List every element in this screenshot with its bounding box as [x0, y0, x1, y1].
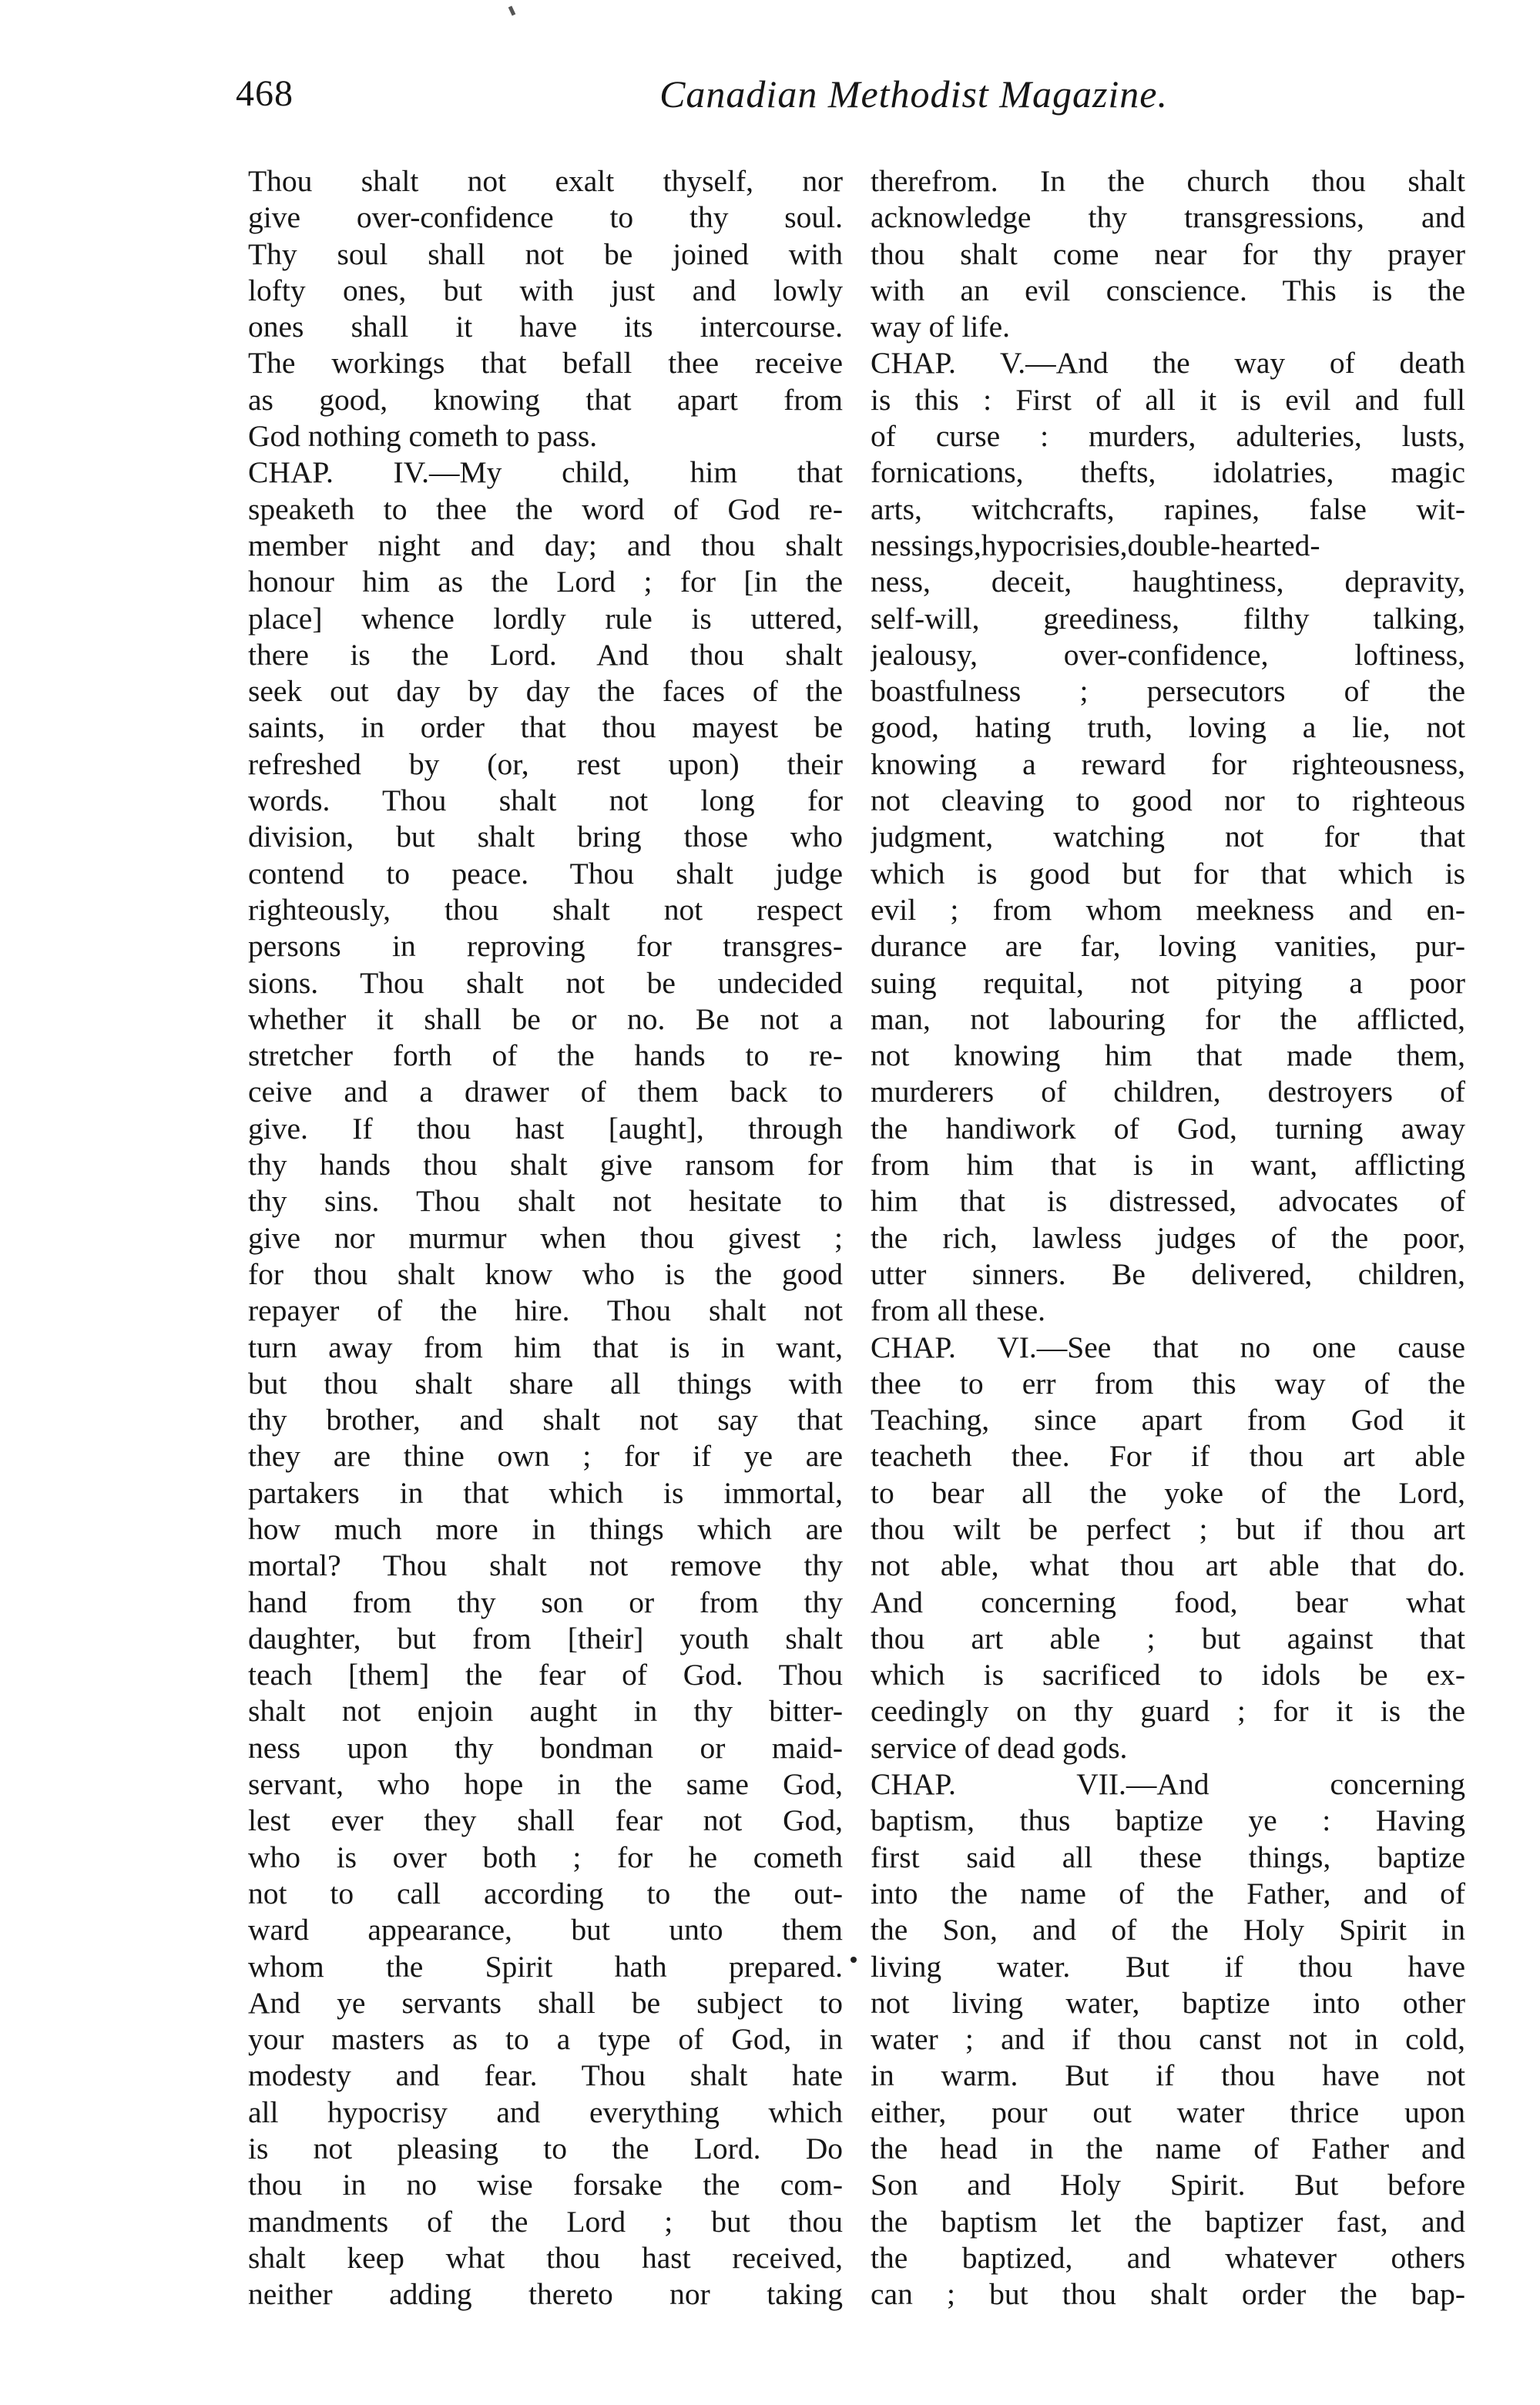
text-line: Thou shalt not exalt thyself, nor	[248, 164, 843, 198]
text-line: teacheth thee. For if thou art able	[871, 1439, 1465, 1474]
text-line: not cleaving to good nor to righteous	[871, 783, 1465, 818]
text-line: The workings that befall thee receive	[248, 346, 843, 381]
text-line: whether it shall be or no. Be not a	[248, 1001, 843, 1036]
text-line: the Son, and of the Holy Spirit in	[871, 1913, 1465, 1947]
text-line: daughter, but from [their] youth shalt	[248, 1621, 843, 1655]
text-line: thy hands thou shalt give ransom for	[248, 1148, 843, 1182]
text-line: all hypocrisy and everything which	[248, 2095, 843, 2129]
text-line: from all these.	[871, 1293, 1046, 1328]
text-line: jealousy, over-confidence, loftiness,	[871, 637, 1465, 672]
text-line: the baptized, and whatever others	[871, 2240, 1465, 2275]
text-line: not able, what thou art able that do.	[871, 1548, 1465, 1583]
text-line: the rich, lawless judges of the poor,	[871, 1220, 1465, 1255]
text-line: refreshed by (or, rest upon) their	[248, 746, 843, 781]
text-line: fornications, thefts, idolatries, magic	[871, 455, 1465, 490]
text-line: shalt keep what thou hast received,	[248, 2240, 843, 2275]
text-line: how much more in things which are	[248, 1511, 843, 1546]
text-line: God nothing cometh to pass.	[248, 419, 598, 454]
text-line: the baptism let the baptizer fast, and	[871, 2204, 1465, 2239]
text-line: good, hating truth, loving a lie, not	[871, 710, 1465, 745]
right-text-column	[871, 163, 1465, 2313]
text-line: there is the Lord. And thou shalt	[248, 637, 843, 672]
text-line: durance are far, loving vanities, pur-	[871, 929, 1465, 964]
text-line: neither adding thereto nor taking	[248, 2277, 843, 2312]
text-line: whom the Spirit hath prepared.	[248, 1949, 843, 1984]
text-line: ward appearance, but unto them	[248, 1913, 843, 1947]
text-line: with an evil conscience. This is the	[871, 273, 1465, 307]
text-line: your masters as to a type of God, in	[248, 2022, 843, 2057]
text-line: ness upon thy bondman or maid-	[248, 1730, 843, 1765]
text-line: give nor murmur when thou givest ;	[248, 1220, 843, 1255]
text-line: not living water, baptize into other	[871, 1985, 1465, 2020]
text-line: CHAP. VII.—And concerning	[871, 1767, 1465, 1802]
text-line: ceive and a drawer of them back to	[248, 1075, 843, 1109]
text-line: thy sins. Thou shalt not hesitate to	[248, 1184, 843, 1219]
text-line: murderers of children, destroyers of	[871, 1075, 1465, 1109]
text-line: knowing a reward for righteousness,	[871, 746, 1465, 781]
text-line: righteously, thou shalt not respect	[248, 892, 843, 927]
running-title: Canadian Methodist Magazine.	[659, 72, 1168, 116]
text-line: lofty ones, but with just and lowly	[248, 273, 843, 307]
text-line: of curse : murders, adulteries, lusts,	[871, 419, 1465, 454]
text-line: to bear all the yoke of the Lord,	[871, 1475, 1465, 1510]
text-line: who is over both ; for he cometh	[248, 1840, 843, 1874]
text-line: acknowledge thy transgressions, and	[871, 200, 1465, 235]
page-header	[236, 71, 1168, 132]
text-line: not knowing him that made them,	[871, 1038, 1465, 1073]
text-line: teach [them] the fear of God. Thou	[248, 1658, 843, 1692]
text-line: ness, deceit, haughtiness, depravity,	[871, 565, 1465, 599]
text-line: And ye servants shall be subject to	[248, 1985, 843, 2020]
text-line: give over-confidence to thy soul.	[248, 200, 843, 235]
text-line: And concerning food, bear what	[871, 1585, 1465, 1619]
page-number: 468	[236, 73, 294, 114]
text-line: either, pour out water thrice upon	[871, 2095, 1465, 2129]
text-line: they are thine own ; for if ye are	[248, 1439, 843, 1474]
text-line: arts, witchcrafts, rapines, false wit-	[871, 491, 1465, 526]
text-line: ones shall it have its intercourse.	[248, 310, 843, 344]
text-line: thou shalt come near for thy prayer	[871, 236, 1465, 271]
text-line: nessings,hypocrisies,double-hearted-	[871, 528, 1320, 562]
text-line: division, but shalt bring those who	[248, 820, 843, 854]
text-line: turn away from him that is in want,	[248, 1330, 843, 1364]
text-line: place] whence lordly rule is uttered,	[248, 601, 843, 636]
text-line: but thou shalt share all things with	[248, 1366, 843, 1400]
text-line: the head in the name of Father and	[871, 2132, 1465, 2166]
text-line: lest ever they shall fear not God,	[248, 1803, 843, 1838]
text-line: thy brother, and shalt not say that	[248, 1403, 843, 1437]
text-line: repayer of the hire. Thou shalt not	[248, 1293, 843, 1328]
text-line: which is good but for that which is	[871, 856, 1465, 891]
text-line: Son and Holy Spirit. But before	[871, 2168, 1465, 2202]
text-line: mandments of the Lord ; but thou	[248, 2204, 843, 2239]
text-line: therefrom. In the church thou shalt	[871, 164, 1465, 198]
text-line: hand from thy son or from thy	[248, 1585, 843, 1619]
text-line: is not pleasing to the Lord. Do	[248, 2132, 843, 2166]
text-line: partakers in that which is immortal,	[248, 1475, 843, 1510]
text-line: thou art able ; but against that	[871, 1621, 1465, 1655]
text-line: living water. But if thou have	[871, 1949, 1465, 1984]
margin-dot-mark	[851, 1957, 857, 1963]
text-line: him that is distressed, advocates of	[871, 1184, 1465, 1219]
text-line: as good, knowing that apart from	[248, 382, 843, 417]
text-line: Thy soul shall not be joined with	[248, 236, 843, 271]
text-line: speaketh to thee the word of God re-	[248, 491, 843, 526]
text-line: in warm. But if thou have not	[871, 2058, 1465, 2093]
text-line: give. If thou hast [aught], through	[248, 1111, 843, 1145]
text-line: judgment, watching not for that	[871, 820, 1465, 854]
left-text-column	[248, 163, 843, 2313]
text-line: shalt not enjoin aught in thy bitter-	[248, 1694, 843, 1729]
text-line: way of life.	[871, 310, 1010, 344]
text-line: thee to err from this way of the	[871, 1366, 1465, 1400]
text-line: words. Thou shalt not long for	[248, 783, 843, 818]
text-line: stretcher forth of the hands to re-	[248, 1038, 843, 1073]
text-line: sions. Thou shalt not be undecided	[248, 965, 843, 1000]
text-line: persons in reproving for transgres-	[248, 929, 843, 964]
text-line: can ; but thou shalt order the bap-	[871, 2277, 1465, 2312]
text-line: is this : First of all it is evil and full	[871, 382, 1465, 417]
text-line: servant, who hope in the same God,	[248, 1767, 843, 1802]
text-line: thou in no wise forsake the com-	[248, 2168, 843, 2202]
text-line: water ; and if thou canst not in cold,	[871, 2022, 1465, 2057]
print-speck	[508, 6, 516, 16]
text-line: member night and day; and thou shalt	[248, 528, 843, 562]
text-line: saints, in order that thou mayest be	[248, 710, 843, 745]
text-line: service of dead gods.	[871, 1730, 1128, 1765]
text-line: not to call according to the out-	[248, 1876, 843, 1910]
text-line: seek out day by day the faces of the	[248, 674, 843, 709]
text-line: the handiwork of God, turning away	[871, 1111, 1465, 1145]
text-line: evil ; from whom meekness and en-	[871, 892, 1465, 927]
text-line: self-will, greediness, filthy talking,	[871, 601, 1465, 636]
text-line: first said all these things, baptize	[871, 1840, 1465, 1874]
text-line: CHAP. V.—And the way of death	[871, 346, 1465, 381]
text-line: CHAP. IV.—My child, him that	[248, 455, 843, 490]
text-line: Teaching, since apart from God it	[871, 1403, 1465, 1437]
text-line: mortal? Thou shalt not remove thy	[248, 1548, 843, 1583]
text-line: honour him as the Lord ; for [in the	[248, 565, 843, 599]
text-line: modesty and fear. Thou shalt hate	[248, 2058, 843, 2093]
text-line: baptism, thus baptize ye : Having	[871, 1803, 1465, 1838]
text-line: thou wilt be perfect ; but if thou art	[871, 1511, 1465, 1546]
text-line: contend to peace. Thou shalt judge	[248, 856, 843, 891]
text-line: which is sacrificed to idols be ex-	[871, 1658, 1465, 1692]
text-line: into the name of the Father, and of	[871, 1876, 1465, 1910]
text-line: for thou shalt know who is the good	[248, 1256, 843, 1291]
text-line: boastfulness ; persecutors of the	[871, 674, 1465, 709]
text-line: CHAP. VI.—See that no one cause	[871, 1330, 1465, 1364]
text-line: suing requital, not pitying a poor	[871, 965, 1465, 1000]
text-line: man, not labouring for the afflicted,	[871, 1001, 1465, 1036]
text-line: utter sinners. Be delivered, children,	[871, 1256, 1465, 1291]
text-line: ceedingly on thy guard ; for it is the	[871, 1694, 1465, 1729]
text-line: from him that is in want, afflicting	[871, 1148, 1465, 1182]
